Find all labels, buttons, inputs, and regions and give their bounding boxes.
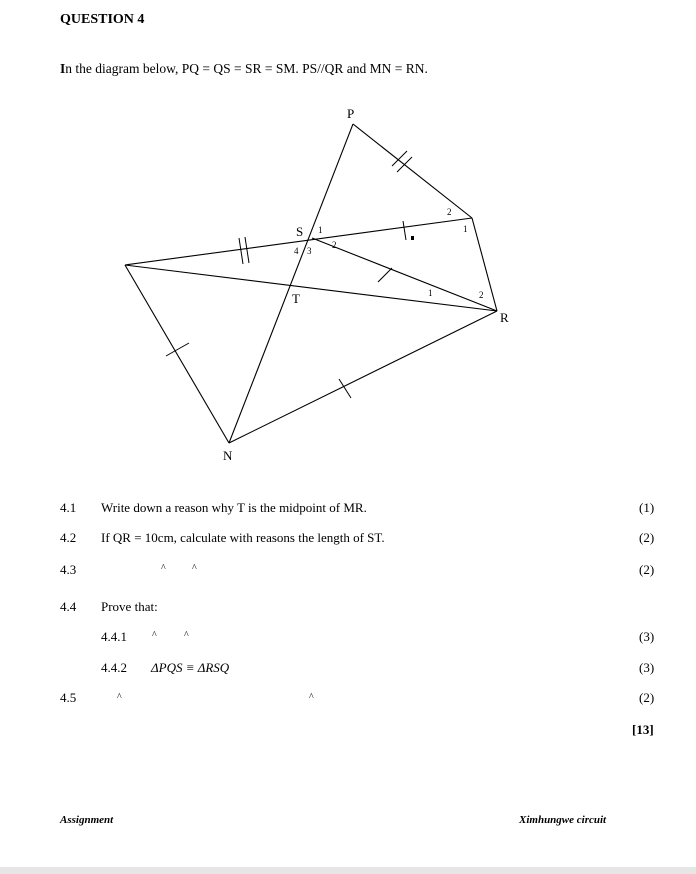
segment-MR xyxy=(125,265,497,311)
label-T: T xyxy=(292,291,300,306)
angle-q1: 1 xyxy=(463,224,468,234)
angle-r2: 2 xyxy=(479,290,484,300)
q442-text: ΔPQS ≡ ΔRSQ xyxy=(151,660,230,675)
angle-s4: 4 xyxy=(294,246,299,256)
q44-number: 4.4 xyxy=(60,599,77,614)
stray-dot xyxy=(411,236,414,240)
q42-marks: (2) xyxy=(639,530,655,545)
angle-q2: 2 xyxy=(447,207,452,217)
diagram-lines xyxy=(125,124,497,443)
q441-number: 4.4.1 xyxy=(101,629,127,644)
q41-marks: (1) xyxy=(639,500,655,515)
question-heading: QUESTION 4 xyxy=(60,12,145,27)
q43-caret-1: ^ xyxy=(161,563,166,574)
tick-ms-2 xyxy=(245,237,249,263)
label-N: N xyxy=(223,448,233,463)
angle-s3: 3 xyxy=(307,246,312,256)
segment-PQ xyxy=(353,124,472,218)
q42-number: 4.2 xyxy=(60,530,77,545)
q43-caret-2: ^ xyxy=(192,563,197,574)
q45-number: 4.5 xyxy=(60,690,77,705)
q441-caret-1: ^ xyxy=(152,630,157,641)
intro-rest: n the diagram below, PQ = QS = SR = SM. PS//QR and MN = RN. xyxy=(65,61,428,76)
angle-s1: 1 xyxy=(318,225,323,235)
q42-text: If QR = 10cm, calculate with reasons the length of ST. xyxy=(101,530,385,545)
q41-text: Write down a reason why T is the midpoint of MR. xyxy=(101,500,367,515)
total-marks: [13] xyxy=(632,722,654,737)
q442-marks: (3) xyxy=(639,660,655,675)
footer-left: Assignment xyxy=(60,814,114,826)
tick-ms-1 xyxy=(239,238,243,264)
q45-caret-2: ^ xyxy=(309,692,314,703)
q441-marks: (3) xyxy=(639,629,655,644)
angle-r1: 1 xyxy=(428,288,433,298)
segment-PN xyxy=(229,124,353,443)
tick-sq xyxy=(403,221,406,240)
segment-MN xyxy=(125,265,229,443)
segment-NR xyxy=(229,311,497,443)
segment-QR xyxy=(472,218,497,311)
tick-sr xyxy=(378,268,392,282)
angle-s2: 2 xyxy=(332,240,337,250)
bottom-scroll-strip xyxy=(0,867,696,874)
q43-marks: (2) xyxy=(639,562,655,577)
vertex-labels xyxy=(223,106,509,463)
q442-number: 4.4.2 xyxy=(101,660,127,675)
q441-caret-2: ^ xyxy=(184,630,189,641)
label-S: S xyxy=(296,224,304,239)
q41-number: 4.1 xyxy=(60,500,77,515)
angle-labels xyxy=(294,207,484,300)
q43-number: 4.3 xyxy=(60,562,77,577)
label-P: P xyxy=(347,106,355,121)
footer-right: Ximhungwe circuit xyxy=(519,814,607,826)
q45-marks: (2) xyxy=(639,690,655,705)
q45-caret-1: ^ xyxy=(117,692,122,703)
label-R: R xyxy=(500,310,509,325)
intro-first-letter: I xyxy=(60,61,66,76)
q44-text: Prove that: xyxy=(101,599,158,614)
